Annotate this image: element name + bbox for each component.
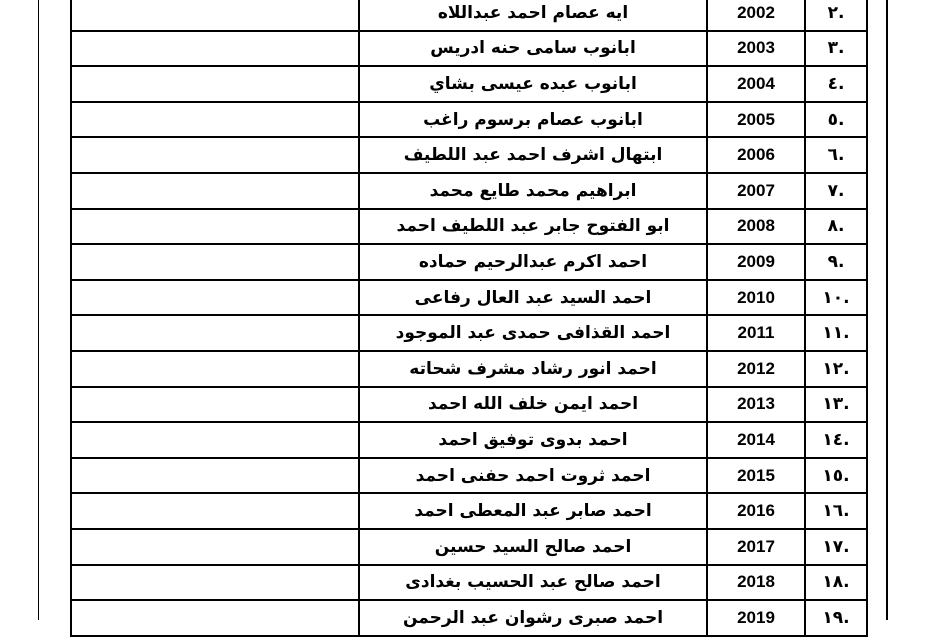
row-number-cell: .٥ <box>805 102 867 138</box>
student-code-cell: 2012 <box>707 351 805 387</box>
student-name-cell: ابانوب سامى حنه ادريس <box>359 31 707 67</box>
student-code-cell: 2009 <box>707 244 805 280</box>
row-number-cell: .١١ <box>805 315 867 351</box>
table-row <box>71 351 867 387</box>
table-row <box>71 31 867 67</box>
empty-cell <box>71 529 359 565</box>
student-code-cell: 2013 <box>707 387 805 423</box>
student-name-cell: احمد السيد عبد العال رفاعى <box>359 280 707 316</box>
student-name-cell: احمد ايمن خلف الله احمد <box>359 387 707 423</box>
empty-cell <box>71 315 359 351</box>
empty-cell <box>71 137 359 173</box>
student-name-cell: احمد القذافى حمدى عبد الموجود <box>359 315 707 351</box>
student-name-cell: ابراهيم محمد طايع محمد <box>359 173 707 209</box>
row-number-cell: .١٧ <box>805 529 867 565</box>
student-name-cell: ابانوب عصام برسوم راغب <box>359 102 707 138</box>
student-code-cell: 2016 <box>707 493 805 529</box>
student-code-cell: 2010 <box>707 280 805 316</box>
empty-cell <box>71 351 359 387</box>
row-number-cell: .٣ <box>805 31 867 67</box>
row-number-cell: .١٠ <box>805 280 867 316</box>
empty-cell <box>71 422 359 458</box>
student-code-cell: 2008 <box>707 209 805 245</box>
row-number-cell: .٧ <box>805 173 867 209</box>
student-name-cell: ايه عصام احمد عبداللاه <box>359 0 707 31</box>
row-number-cell: .٤ <box>805 66 867 102</box>
student-name-cell: ابانوب عبده عيسى بشاي <box>359 66 707 102</box>
student-name-cell: احمد صابر عبد المعطى احمد <box>359 493 707 529</box>
table-row <box>71 244 867 280</box>
table-row <box>71 0 867 31</box>
row-number-cell: .١٤ <box>805 422 867 458</box>
student-name-cell: احمد انور رشاد مشرف شحاته <box>359 351 707 387</box>
student-name-cell: احمد صبرى رشوان عبد الرحمن <box>359 600 707 636</box>
empty-cell <box>71 173 359 209</box>
table-row <box>71 565 867 601</box>
table-row <box>71 66 867 102</box>
student-name-cell: احمد بدوى توفيق احمد <box>359 422 707 458</box>
empty-cell <box>71 493 359 529</box>
student-name-cell: احمد صالح عبد الحسيب بغدادى <box>359 565 707 601</box>
empty-cell <box>71 565 359 601</box>
table-row <box>71 529 867 565</box>
student-code-cell: 2018 <box>707 565 805 601</box>
student-code-cell: 2006 <box>707 137 805 173</box>
table-row <box>71 137 867 173</box>
student-name-cell: ابو الفتوح جابر عبد اللطيف احمد <box>359 209 707 245</box>
student-name-cell: ابتهال اشرف احمد عبد اللطيف <box>359 137 707 173</box>
row-number-cell: .١٦ <box>805 493 867 529</box>
student-code-cell: 2005 <box>707 102 805 138</box>
student-code-cell: 2004 <box>707 66 805 102</box>
student-code-cell: 2017 <box>707 529 805 565</box>
table-row <box>71 422 867 458</box>
table-row <box>71 458 867 494</box>
student-name-cell: احمد صالح السيد حسين <box>359 529 707 565</box>
row-number-cell: .١٥ <box>805 458 867 494</box>
table-row <box>71 102 867 138</box>
table-row <box>71 173 867 209</box>
table-row <box>71 209 867 245</box>
empty-cell <box>71 0 359 31</box>
empty-cell <box>71 31 359 67</box>
table-row <box>71 315 867 351</box>
table-row <box>71 493 867 529</box>
row-number-cell: .١٨ <box>805 565 867 601</box>
empty-cell <box>71 244 359 280</box>
row-number-cell: .٩ <box>805 244 867 280</box>
row-number-cell: .٢ <box>805 0 867 31</box>
student-code-cell: 2015 <box>707 458 805 494</box>
row-number-cell: .١٣ <box>805 387 867 423</box>
empty-cell <box>71 458 359 494</box>
student-name-cell: احمد ثروت احمد حفنى احمد <box>359 458 707 494</box>
row-number-cell: .٨ <box>805 209 867 245</box>
row-number-cell: .٦ <box>805 137 867 173</box>
table-row <box>71 387 867 423</box>
students-table <box>70 0 868 637</box>
row-number-cell: .١٢ <box>805 351 867 387</box>
row-number-cell: .١٩ <box>805 600 867 636</box>
student-code-cell: 2019 <box>707 600 805 636</box>
student-code-cell: 2003 <box>707 31 805 67</box>
empty-cell <box>71 600 359 636</box>
table-row <box>71 280 867 316</box>
student-code-cell: 2011 <box>707 315 805 351</box>
student-name-cell: احمد اكرم عبدالرحيم حماده <box>359 244 707 280</box>
table-row <box>71 600 867 636</box>
student-code-cell: 2007 <box>707 173 805 209</box>
student-code-cell: 2014 <box>707 422 805 458</box>
empty-cell <box>71 280 359 316</box>
empty-cell <box>71 387 359 423</box>
empty-cell <box>71 102 359 138</box>
students-table-body <box>71 0 867 636</box>
student-code-cell: 2002 <box>707 0 805 31</box>
empty-cell <box>71 66 359 102</box>
page-border-left <box>38 0 39 620</box>
page-border-right <box>886 0 888 620</box>
empty-cell <box>71 209 359 245</box>
